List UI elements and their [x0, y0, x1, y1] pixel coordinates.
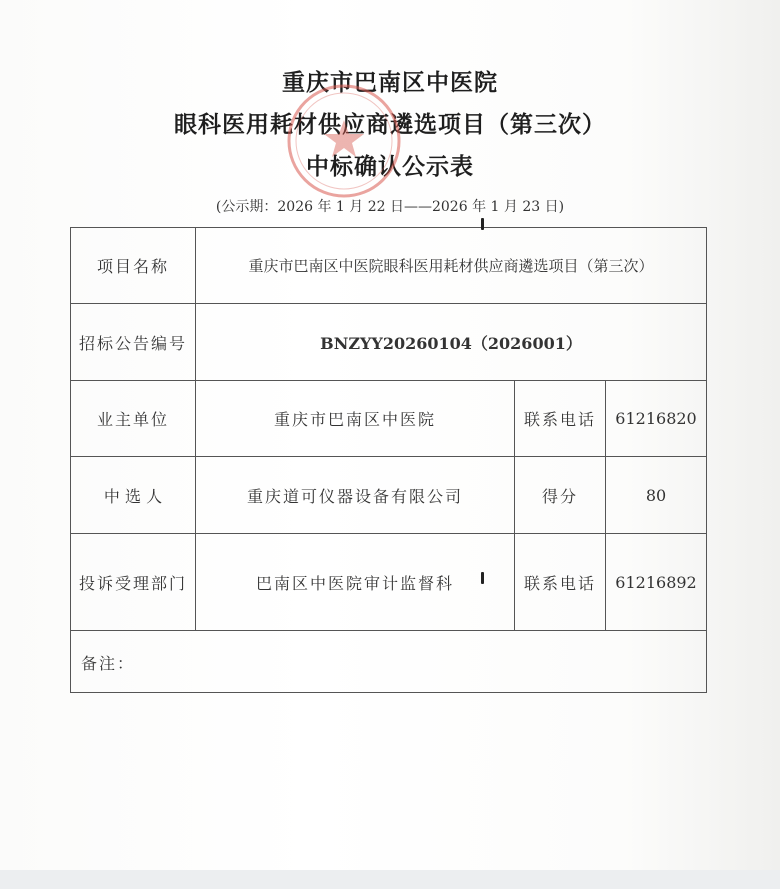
owner-label: 业主单位 [71, 381, 196, 457]
bottom-strip [0, 870, 780, 889]
notes-label: 备注： [71, 631, 707, 693]
document-title-line2: 眼科医用耗材供应商遴选项目（第三次） [174, 111, 606, 138]
owner-phone-label: 联系电话 [515, 381, 606, 457]
complaint-dept-value: 巴南区中医院审计监督科 [196, 534, 515, 631]
table-row [71, 534, 707, 631]
document-title-line3: 中标确认公示表 [306, 153, 474, 180]
complaint-dept-label: 投诉受理部门 [71, 534, 196, 631]
publicity-period: (公示期：2026 年 1 月 22 日——2026 年 1 月 23 日) [215, 199, 565, 215]
owner-phone-value: 61216820 [606, 381, 707, 457]
tender-no-value: BNZYY20260104（2026001） [196, 304, 707, 381]
project-name-value: 重庆市巴南区中医院眼科医用耗材供应商遴选项目（第三次） [196, 228, 707, 304]
table-row [71, 457, 707, 534]
scan-mark-icon [481, 572, 484, 584]
score-value: 80 [606, 457, 707, 534]
owner-value: 重庆市巴南区中医院 [196, 381, 515, 457]
project-name-label: 项目名称 [71, 228, 196, 304]
table-row [71, 228, 707, 304]
winner-label: 中 选 人 [71, 457, 196, 534]
score-label: 得分 [515, 457, 606, 534]
document-title-line1: 重庆市巴南区中医院 [282, 69, 498, 96]
official-seal-icon [285, 82, 403, 200]
tender-no-label: 招标公告编号 [71, 304, 196, 381]
winner-value: 重庆道可仪器设备有限公司 [196, 457, 515, 534]
table-row [71, 631, 707, 693]
complaint-phone-value: 61216892 [606, 534, 707, 631]
scan-mark-icon [481, 218, 484, 230]
table-row [71, 381, 707, 457]
complaint-phone-label: 联系电话 [515, 534, 606, 631]
table-row [71, 304, 707, 381]
announcement-table [70, 227, 707, 693]
